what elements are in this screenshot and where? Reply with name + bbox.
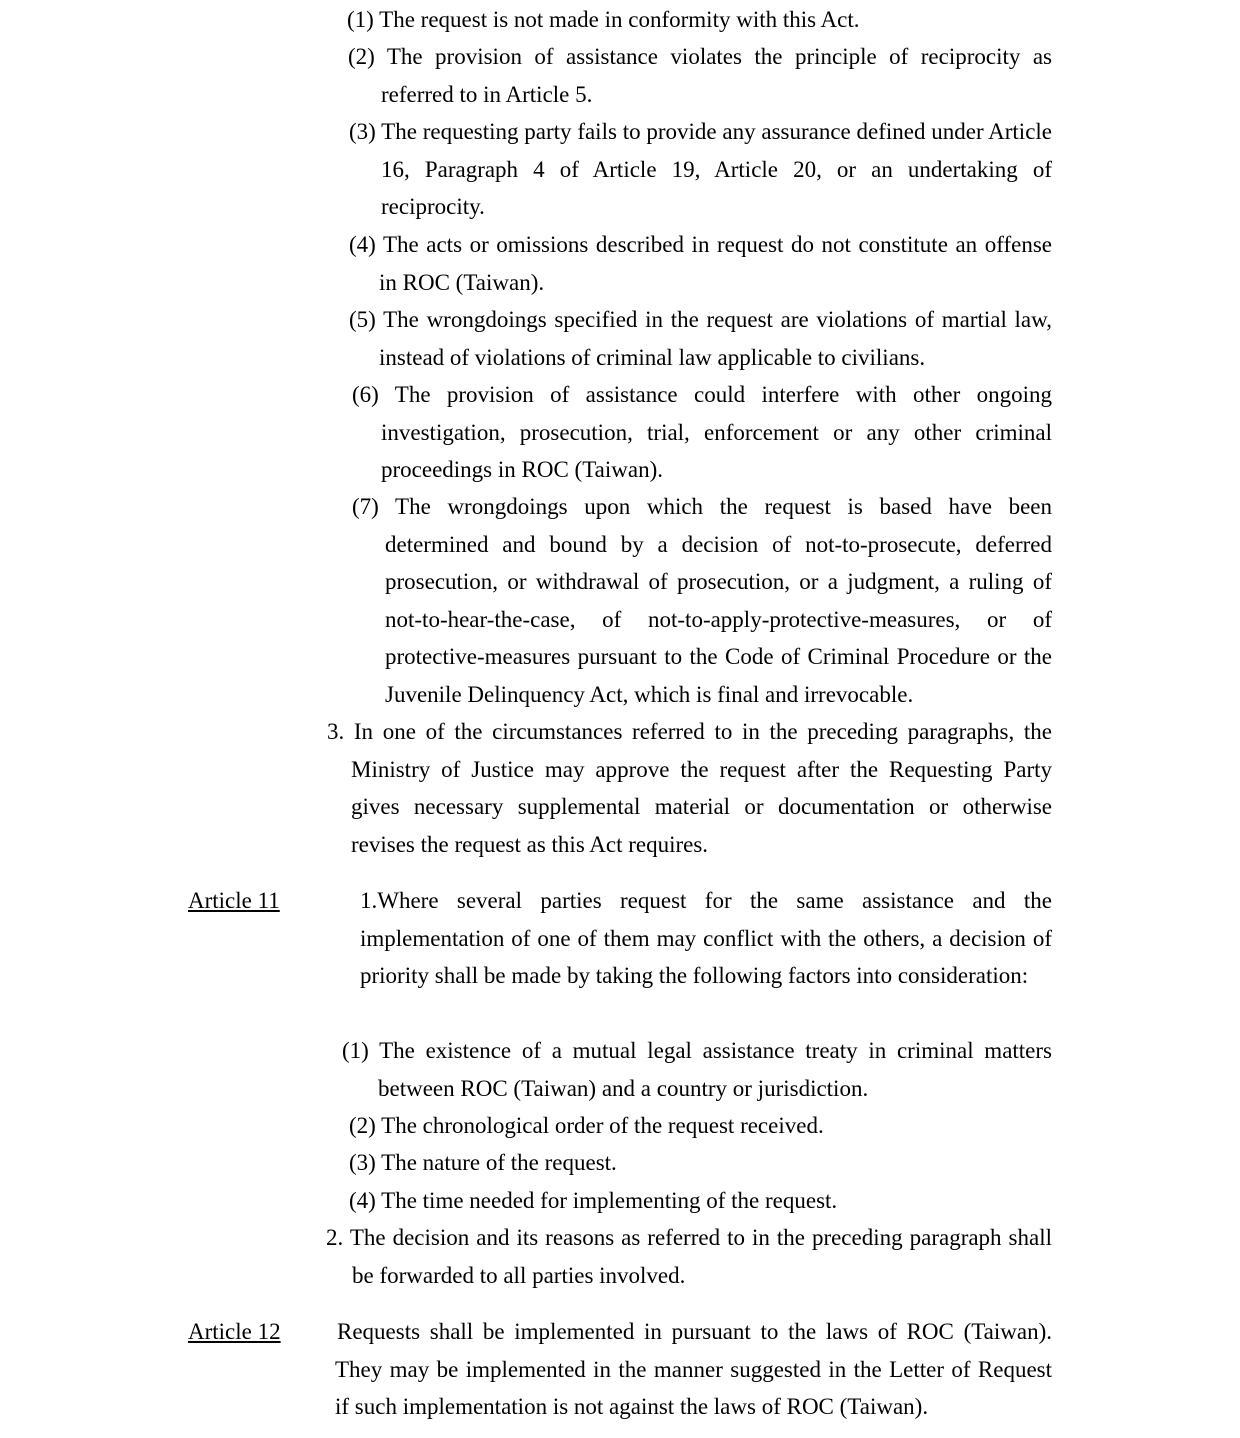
article11-item-4: (4) The time needed for implementing of the request. [349, 1188, 838, 1213]
article10-paragraph-3: 3. In one of the circumstances referred to in the preceding paragraphs, the Ministry of Justice may approve the request after the Requesting Party gives necessary supplemental material or documentation or otherwise revises the request as this Act requires. [327, 719, 1052, 857]
article10-item-6: (6) The provision of assistance could interfere with other ongoing investigation, prosecution, trial, enforcement or any other criminal proceedings in ROC (Taiwan). [352, 382, 1052, 482]
article11-paragraph-1: 1.Where several parties request for the same assistance and the implementation of one of them may conflict with the others, a decision of priority shall be made by taking the following factors into consideration: [360, 888, 1052, 988]
article12-text: Requests shall be implemented in pursuant to the laws of ROC (Taiwan). They may be implemented in the manner suggested in the Letter of Request if such implementation is not against the laws of ROC (Taiwan). [335, 1319, 1052, 1419]
article11-label: Article 11 [188, 888, 280, 913]
article10-item-7: (7) The wrongdoings upon which the request is based have been determined and bound by a decision of not-to-prosecute, deferred prosecution, or withdrawal of prosecution, or a judgment, a ruling of not-to-hear-the-case, of not-to-apply-protective-measures, or of protective-measures pursuant to the Code of Criminal Procedure or the Juvenile Delinquency Act, which is final and irrevocable. [352, 494, 1052, 707]
article12-label: Article 12 [188, 1319, 281, 1344]
article11-item-1: (1) The existence of a mutual legal assistance treaty in criminal matters between ROC (Taiwan) and a country or jurisdiction. [342, 1038, 1052, 1101]
article10-item-4: (4) The acts or omissions described in request do not constitute an offense in ROC (Taiwan). [349, 232, 1052, 295]
article11-item-3: (3) The nature of the request. [349, 1150, 617, 1175]
article10-item-5: (5) The wrongdoings specified in the request are violations of martial law, instead of violations of criminal law applicable to civilians. [349, 307, 1052, 370]
article11-item-2: (2) The chronological order of the request received. [349, 1113, 824, 1138]
article11-paragraph-2: 2. The decision and its reasons as referred to in the preceding paragraph shall be forwarded to all parties involved. [326, 1225, 1052, 1288]
article10-item-3: (3) The requesting party fails to provide any assurance defined under Article 16, Paragraph 4 of Article 19, Article 20, or an undertaking of reciprocity. [349, 119, 1052, 219]
article10-item-1: (1) The request is not made in conformity with this Act. [347, 7, 860, 32]
article10-item-2: (2) The provision of assistance violates the principle of reciprocity as referred to in Article 5. [348, 44, 1052, 107]
